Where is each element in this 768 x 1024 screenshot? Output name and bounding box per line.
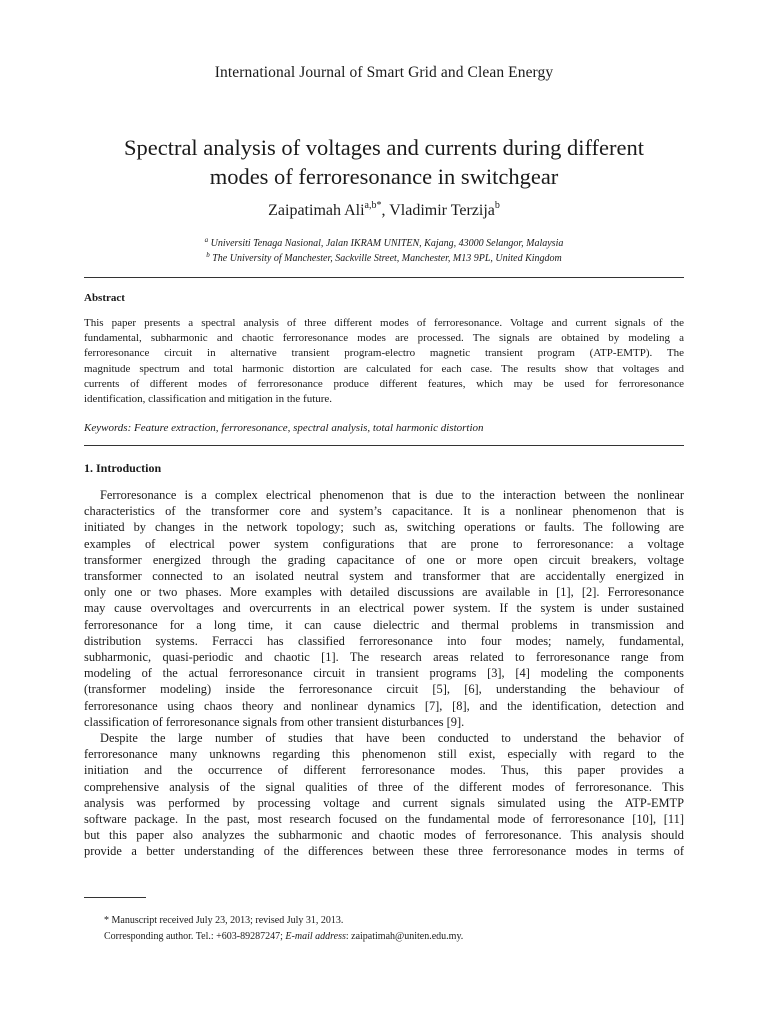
abstract-line: ferroresonance circuit in alternative transient program-electro magnetic transient program (ATP-EMTP). The bbox=[84, 347, 684, 360]
affiliations bbox=[0, 236, 768, 266]
footnotes bbox=[104, 913, 463, 945]
author-list bbox=[0, 202, 768, 220]
body-line: subharmonic, quasi-periodic and chaotic [1]. The research areas related to ferroresonance range from bbox=[84, 650, 684, 665]
abstract-line: This paper presents a spectral analysis of three different modes of ferroresonance. Voltage and current signals of the bbox=[84, 317, 684, 329]
divider bbox=[84, 277, 684, 278]
body-line: analysis was performed by processing voltage and current signals simulated using the ATP-EMTP bbox=[84, 795, 684, 810]
footnote-corresponding bbox=[104, 929, 463, 945]
body-line: characteristics of the transformer core and system’s capacitance. It is a nonlinear phenomenon that is bbox=[84, 504, 684, 519]
footnote-email-link[interactable]: : zaipatimah@uniten.edu.my. bbox=[345, 931, 464, 942]
abstract-text bbox=[84, 316, 684, 407]
footnote-received: * Manuscript received July 23, 2013; revised July 31, 2013. bbox=[104, 915, 344, 926]
body-line: distribution systems. Ferracci has classified ferroresonance into four modes; namely, fundamental, bbox=[84, 633, 684, 648]
body-line: may cause overvoltages and overcurrents in an electrical power system. If the system is under sustained bbox=[84, 601, 684, 616]
footnote-divider bbox=[84, 897, 146, 898]
footnote-corresponding-text: Corresponding author. Tel.: +603-89287247; bbox=[104, 931, 286, 942]
paper-title bbox=[60, 133, 708, 191]
title-line: modes of ferroresonance in switchgear bbox=[209, 164, 559, 189]
body-line: classification of ferroresonance signals from other transient disturbances [9]. bbox=[84, 714, 465, 729]
abstract-line: currents of different modes of ferroresonance produce different features, which may be used for ferroresonance bbox=[84, 377, 684, 390]
body-line: but this paper also analyzes the subharmonic and chaotic modes of ferroresonance. This analysis should bbox=[84, 828, 684, 843]
author-name: Zaipatimah Ali bbox=[268, 202, 365, 219]
affiliation bbox=[0, 236, 768, 251]
affiliation-text: Universiti Tenaga Nasional, Jalan IKRAM UNITEN, Kajang, 43000 Selangor, Malaysia bbox=[208, 238, 564, 249]
body-line: Despite the large number of studies that have been conducted to understand the behavior of bbox=[100, 731, 684, 746]
body-line: initiated by changes in the network topology; such as, switching operations or faults. The following are bbox=[84, 520, 684, 535]
body-line: (transformer modeling) inside the ferroresonance circuit [5], [6], understanding the behaviour of bbox=[84, 682, 684, 697]
body-line: only one or two phases. More examples with detailed discussions are available in [1], [2]. Ferroresonance bbox=[84, 585, 684, 600]
affiliation-marker: b bbox=[206, 251, 210, 259]
body-line: transformer energized through the grading capacitance of one or more open circuit breakers, voltage bbox=[84, 552, 684, 567]
body-line: Ferroresonance is a complex electrical phenomenon that is due to the interaction between the nonlinear bbox=[100, 488, 684, 502]
body-line: software package. In the past, most research focused on the fundamental mode of ferroresonance [10], [11] bbox=[84, 812, 684, 827]
author-separator: , bbox=[381, 202, 390, 219]
abstract-line: fundamental, subharmonic and chaotic ferroresonance modes are processed. The signals are obtained by modeling a bbox=[84, 332, 684, 345]
affiliation bbox=[0, 251, 768, 266]
section-heading: 1. Introduction bbox=[84, 461, 162, 475]
body-line: modeling of the actual ferroresonance circuit in transient programs [3], [4] modeling the components bbox=[84, 666, 684, 681]
body-line: ferroresonance for a long time, it can cause dielectric and thermal problems in transmission and bbox=[84, 617, 684, 632]
body-line: comprehensive analysis of the signal qualities of three of the different modes of ferroresonance. This bbox=[84, 779, 684, 794]
body-line: ferroresonance many unknowns regarding this phenomenon still exist, especially with regard to the bbox=[84, 747, 684, 762]
body-line: transformer connected to an isolated neutral system and transformer that are accidentally energized in bbox=[84, 569, 684, 584]
journal-name: International Journal of Smart Grid and Clean Energy bbox=[214, 64, 554, 81]
author-superscript: a,b* bbox=[364, 200, 382, 211]
body-line: ferroresonance using chaos theory and nonlinear dynamics [7], [8], and the identification, detection and bbox=[84, 698, 684, 713]
divider bbox=[84, 445, 684, 446]
section-body bbox=[84, 487, 684, 860]
body-line: provide a better understanding of the differences between these three ferroresonance modes in terms of bbox=[84, 844, 684, 859]
title-line: Spectral analysis of voltages and currents during different bbox=[123, 135, 645, 160]
affiliation-marker: a bbox=[204, 236, 209, 244]
footnote-email-label: E-mail address bbox=[285, 931, 346, 942]
abstract-heading: Abstract bbox=[84, 292, 125, 304]
affiliation-text: The University of Manchester, Sackville Street, Manchester, M13 9PL, United Kingdom bbox=[209, 253, 562, 264]
abstract-line: magnitude spectrum and total harmonic distortion are calculated for each case. The results show that voltages and bbox=[84, 362, 684, 375]
body-line: examples of electrical power system configurations that are prone to ferroresonance: a voltage bbox=[84, 536, 684, 551]
body-line: initiation and the occurrence of different ferroresonance modes. Thus, this paper provides a bbox=[84, 763, 684, 778]
author-name: Vladimir Terzija bbox=[389, 202, 495, 219]
abstract-line: identification, classification and mitigation in the future. bbox=[84, 393, 333, 406]
author-superscript: b bbox=[494, 200, 500, 211]
keywords: Keywords: Feature extraction, ferroresonance, spectral analysis, total harmonic distortion bbox=[84, 422, 484, 434]
